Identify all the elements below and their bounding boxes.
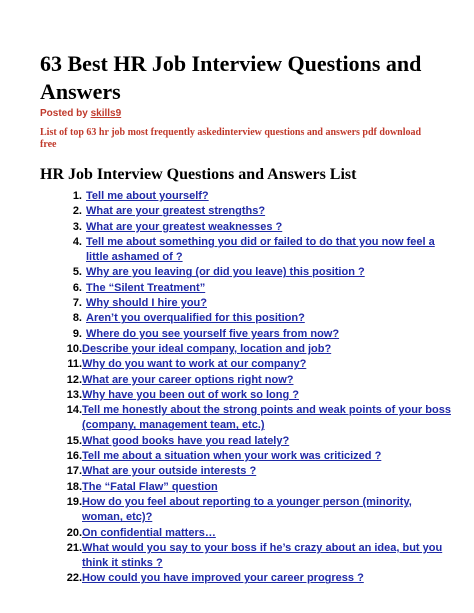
list-item <box>64 526 454 541</box>
question-link[interactable]: What are your career options right now? <box>82 373 294 386</box>
question-link[interactable]: What are your greatest strengths? <box>86 205 266 218</box>
question-link[interactable]: The “Fatal Flaw” question <box>82 480 218 493</box>
question-number: 10. <box>66 342 82 355</box>
question-link[interactable]: What good books have you read lately? <box>82 434 290 447</box>
question-link[interactable]: Why should I hire you? <box>86 297 207 310</box>
question-number: 14. <box>66 404 82 417</box>
question-link[interactable]: Tell me honestly about the strong points and weak points of your boss (company, management team, etc.) <box>82 404 451 432</box>
question-link[interactable]: Describe your ideal company, location and job? <box>82 342 332 355</box>
question-link[interactable]: Tell me about something you did or failed to do that you now feel a little ashamed of ? <box>86 235 435 264</box>
question-number: 2. <box>72 205 82 218</box>
question-number: 12. <box>66 373 82 386</box>
question-number: 5. <box>72 266 82 279</box>
posted-by <box>40 108 121 119</box>
description: List of top 63 hr job most frequently askedinterview questions and answers pdf download free <box>40 127 422 150</box>
question-list <box>64 189 454 587</box>
list-item <box>64 403 454 434</box>
question-link[interactable]: Why have you been out of work so long ? <box>82 388 299 401</box>
list-item <box>64 235 454 266</box>
list-item <box>64 434 454 449</box>
question-number: 19. <box>66 495 82 508</box>
question-link[interactable]: The “Silent Treatment” <box>86 281 206 294</box>
question-link[interactable]: On confidential matters… <box>82 526 216 539</box>
question-link[interactable]: What would you say to your boss if he’s crazy about an idea, but you think it stinks ? <box>82 541 443 570</box>
question-number: 9. <box>72 327 82 340</box>
question-number: 1. <box>72 190 82 202</box>
question-number: 11. <box>67 358 82 371</box>
question-number: 3. <box>72 220 82 233</box>
list-item <box>64 342 454 357</box>
list-item <box>64 373 454 388</box>
list-item <box>64 281 454 296</box>
question-number: 17. <box>66 465 82 478</box>
question-number: 20. <box>66 526 82 539</box>
question-link[interactable]: How could you have improved your career progress ? <box>82 572 364 585</box>
question-link[interactable]: What are your greatest weaknesses ? <box>86 220 283 233</box>
question-number: 7. <box>72 297 82 310</box>
question-number: 8. <box>72 312 82 325</box>
question-link[interactable]: Aren’t you overqualified for this position? <box>86 312 305 325</box>
list-item <box>64 541 454 572</box>
list-item <box>64 571 454 586</box>
list-item <box>64 311 454 326</box>
question-number: 18. <box>66 480 82 493</box>
question-number: 16. <box>66 450 82 463</box>
list-item <box>64 265 454 280</box>
author-link[interactable]: skills9 <box>90 108 122 119</box>
list-item <box>64 357 454 372</box>
question-link[interactable]: Tell me about a situation when your work was criticized ? <box>82 450 382 463</box>
posted-by-prefix: Posted by <box>40 108 91 119</box>
list-item <box>64 480 454 495</box>
question-link[interactable]: Where do you see yourself five years from now? <box>86 327 340 340</box>
list-item <box>64 189 454 204</box>
question-link[interactable]: Tell me about yourself? <box>86 190 209 202</box>
list-heading: HR Job Interview Questions and Answers List <box>40 166 357 183</box>
list-item <box>64 388 454 403</box>
question-number: 21. <box>66 541 82 554</box>
question-link[interactable]: Why do you want to work at our company? <box>82 358 307 371</box>
question-number: 22. <box>66 572 82 585</box>
list-item <box>64 220 454 235</box>
question-link[interactable]: What are your outside interests ? <box>82 465 257 478</box>
question-number: 6. <box>72 281 82 294</box>
list-item <box>64 204 454 219</box>
question-number: 13. <box>66 388 82 401</box>
question-link[interactable]: Why are you leaving (or did you leave) this position ? <box>86 266 365 279</box>
page-title: 63 Best HR Job Interview Questions and Answers <box>40 51 422 104</box>
list-item <box>64 296 454 311</box>
question-number: 4. <box>72 235 82 248</box>
question-link[interactable]: How do you feel about reporting to a younger person (minority, woman, etc)? <box>82 495 412 524</box>
question-number: 15. <box>66 434 82 447</box>
list-item <box>64 464 454 479</box>
list-item <box>64 449 454 464</box>
list-item <box>64 495 454 526</box>
list-item <box>64 327 454 342</box>
